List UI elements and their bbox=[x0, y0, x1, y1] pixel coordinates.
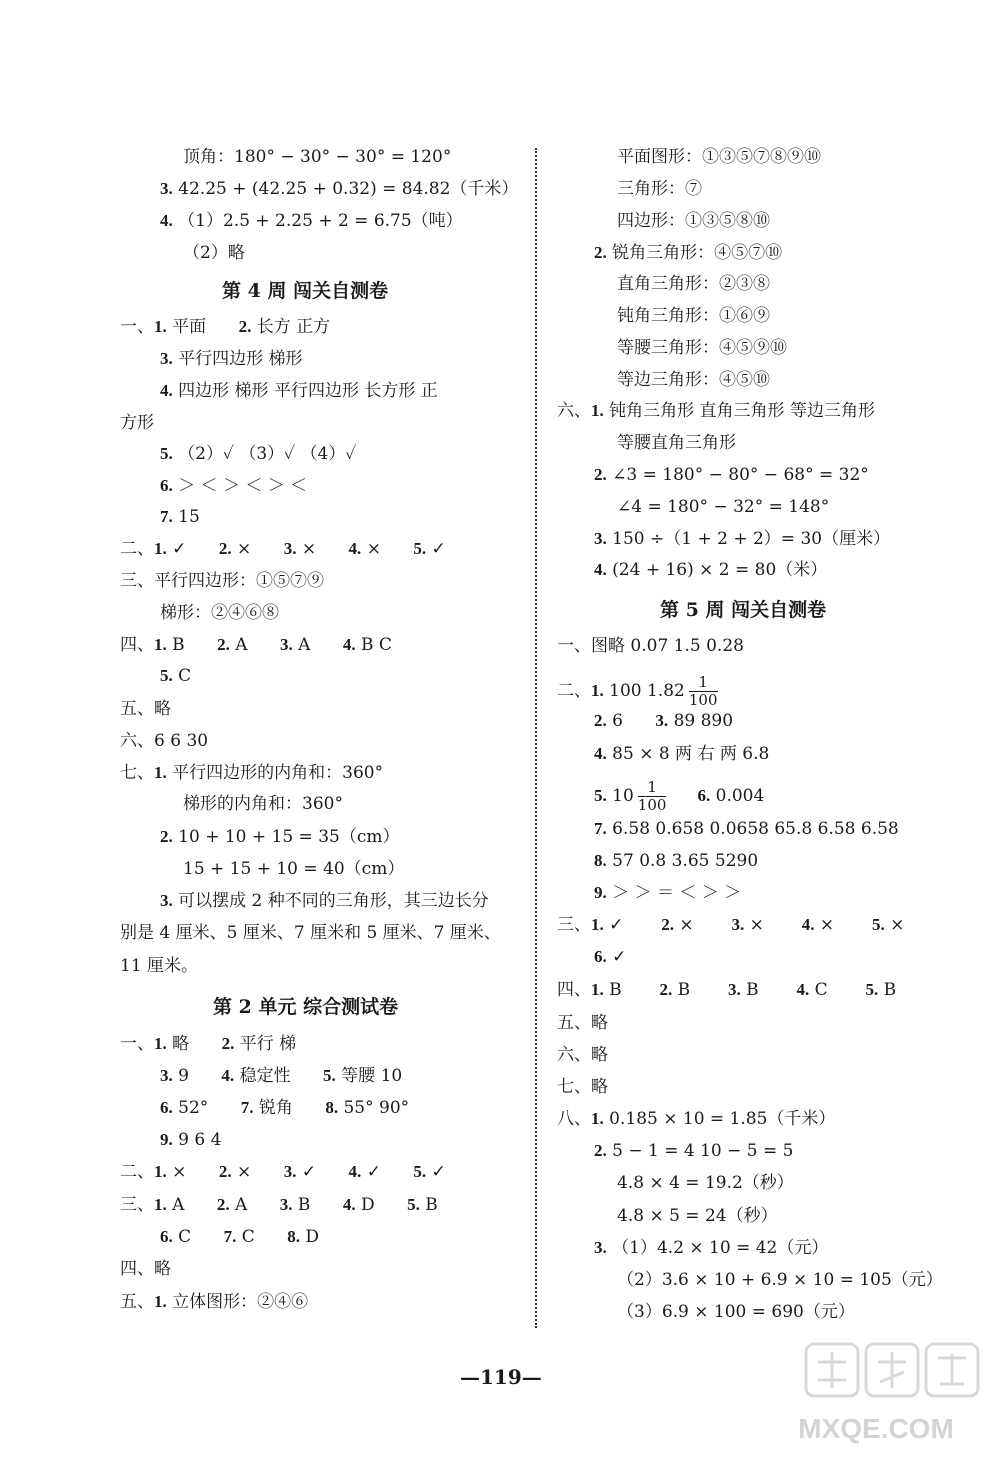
answer-line: 9. ＞ ＞ ＝ ＜ ＞ ＞ bbox=[594, 883, 742, 903]
answer-line: 4.8 × 5 = 24（秒） bbox=[617, 1206, 778, 1226]
answer-line: 2. 锐角三角形：④⑤⑦⑩ bbox=[594, 243, 783, 263]
answer-line: ∠4 = 180° − 32° = 148° bbox=[617, 497, 830, 517]
answer-line: 4. 85 × 8 两 右 两 6.8 bbox=[594, 744, 770, 764]
answer-line: 五、略 bbox=[557, 1013, 608, 1033]
answer-line: 五、1. 立体图形：②④⑥ bbox=[120, 1292, 309, 1312]
answer-line: 直角三角形：②③⑧ bbox=[617, 274, 770, 294]
answer-line: 一、1. 略 2. 平行 梯 bbox=[120, 1034, 297, 1054]
answer-line: 3. 平行四边形 梯形 bbox=[160, 349, 303, 369]
answer-line: 4.8 × 4 = 19.2（秒） bbox=[617, 1173, 794, 1193]
answer-line: 15 + 15 + 10 = 40（cm） bbox=[183, 859, 405, 879]
answer-line: 四、略 bbox=[120, 1259, 171, 1279]
section-heading: 第 4 周 闯关自测卷 bbox=[222, 280, 389, 302]
answer-line: 二、1. ✓ 2. × 3. × 4. × 5. ✓ bbox=[120, 539, 446, 559]
answer-line: 顶角：180° − 30° − 30° = 120° bbox=[183, 147, 452, 167]
answer-line: 等腰三角形：④⑤⑨⑩ bbox=[617, 338, 787, 358]
answer-line: 6. ✓ bbox=[594, 947, 627, 967]
answer-line: 3. 150 ÷（1 + 2 + 2）= 30（厘米） bbox=[594, 529, 891, 549]
watermark-text: MXQE.COM bbox=[798, 1413, 954, 1444]
answer-line: 二、1. × 2. × 3. ✓ 4. ✓ 5. ✓ bbox=[120, 1162, 446, 1182]
answer-line: 等边三角形：④⑤⑩ bbox=[617, 370, 770, 390]
answer-line: 4. (24 + 16) × 2 = 80（米） bbox=[594, 560, 828, 580]
answer-line: 等腰直角三角形 bbox=[617, 433, 736, 453]
answer-line: 四边形：①③⑤⑧⑩ bbox=[617, 211, 770, 231]
answer-line: 方形 bbox=[120, 413, 154, 433]
page-number: —119— bbox=[460, 1365, 542, 1389]
answer-line: （3）6.9 × 100 = 690（元） bbox=[617, 1302, 855, 1322]
answer-line: 七、略 bbox=[557, 1077, 608, 1097]
answer-line: 钝角三角形：①⑥⑨ bbox=[617, 306, 770, 326]
answer-line: 七、1. 平行四边形的内角和：360° bbox=[120, 763, 384, 783]
watermark-logo bbox=[766, 1334, 986, 1454]
answer-line: 五、略 bbox=[120, 699, 171, 719]
answer-line: 2. 6 3. 89 890 bbox=[594, 711, 734, 731]
answer-line: 11 厘米。 bbox=[120, 956, 199, 976]
answer-line: 7. 15 bbox=[160, 507, 200, 527]
answer-line: 三、1. A 2. A 3. B 4. D 5. B bbox=[120, 1195, 438, 1215]
answer-line: 8. 57 0.8 3.65 5290 bbox=[594, 851, 759, 871]
answer-line: 9. 9 6 4 bbox=[160, 1130, 222, 1150]
column-divider bbox=[535, 148, 537, 1328]
answer-line: 6. C 7. C 8. D bbox=[160, 1227, 320, 1247]
fraction: $\frac{1}{100}$ bbox=[688, 673, 718, 709]
answer-line: 一、图略 0.07 1.5 0.28 bbox=[557, 636, 744, 656]
answer-line: 平面图形：①③⑤⑦⑧⑨⑩ bbox=[617, 147, 821, 167]
answer-line: 四、1. B 2. A 3. A 4. B C bbox=[120, 635, 392, 655]
answer-line: 八、1. 0.185 × 10 = 1.85（千米） bbox=[557, 1109, 836, 1129]
answer-line: 3. 可以摆成 2 种不同的三角形，其三边长分 bbox=[160, 891, 489, 911]
answer-line: 别是 4 厘米、5 厘米、7 厘米和 5 厘米、7 厘米、 bbox=[120, 923, 501, 943]
answer-line: （2）略 bbox=[183, 243, 245, 263]
answer-line: 六、6 6 30 bbox=[120, 731, 209, 751]
answer-line: 一、1. 平面 2. 长方 正方 bbox=[120, 317, 331, 337]
answer-line: （2）3.6 × 10 + 6.9 × 10 = 105（元） bbox=[617, 1270, 943, 1290]
answer-line: 4. 四边形 梯形 平行四边形 长方形 正 bbox=[160, 381, 438, 401]
answer-line: 三角形：⑦ bbox=[617, 179, 702, 199]
section-heading: 第 5 周 闯关自测卷 bbox=[660, 599, 827, 621]
answer-line: 梯形的内角和：360° bbox=[183, 794, 343, 814]
answer-line: 梯形：②④⑥⑧ bbox=[160, 603, 279, 623]
answer-line: 5. 10 $\frac{1}{100}$ 6. 0.004 bbox=[594, 778, 765, 814]
answer-line: 3. 42.25 + (42.25 + 0.32) = 84.82（千米） bbox=[160, 179, 519, 199]
answer-line: 6. 52° 7. 锐角 8. 55° 90° bbox=[160, 1098, 410, 1118]
answer-line: 2. 5 − 1 = 4 10 − 5 = 5 bbox=[594, 1141, 794, 1161]
answer-line: 4. （1）2.5 + 2.25 + 2 = 6.75（吨） bbox=[160, 211, 463, 231]
answer-line: 3. 9 4. 稳定性 5. 等腰 10 bbox=[160, 1066, 403, 1086]
answer-line: 3. （1）4.2 × 10 = 42（元） bbox=[594, 1238, 829, 1258]
answer-line: 三、平行四边形：①⑤⑦⑨ bbox=[120, 571, 324, 591]
answer-line: 5. C bbox=[160, 666, 192, 686]
answer-line: 三、1. ✓ 2. × 3. × 4. × 5. × bbox=[557, 915, 905, 935]
answer-line: 六、略 bbox=[557, 1045, 608, 1065]
fraction: $\frac{1}{100}$ bbox=[637, 778, 667, 814]
answer-line: 7. 6.58 0.658 0.0658 65.8 6.58 6.58 bbox=[594, 819, 899, 839]
answer-line: 2. 10 + 10 + 15 = 35（cm） bbox=[160, 827, 400, 847]
answer-line: 5. （2）✓ （3）✓ （4）✓ bbox=[160, 444, 357, 464]
answer-line: 六、1. 钝角三角形 直角三角形 等边三角形 bbox=[557, 401, 875, 421]
answer-line: 四、1. B 2. B 3. B 4. C 5. B bbox=[557, 980, 897, 1000]
answer-line: 二、1. 100 1.82 $\frac{1}{100}$ bbox=[557, 673, 718, 709]
section-heading: 第 2 单元 综合测试卷 bbox=[213, 996, 399, 1018]
answer-line: 6. ＞ ＜ ＞ ＜ ＞ ＜ bbox=[160, 476, 308, 496]
answer-line: 2. ∠3 = 180° − 80° − 68° = 32° bbox=[594, 465, 869, 485]
